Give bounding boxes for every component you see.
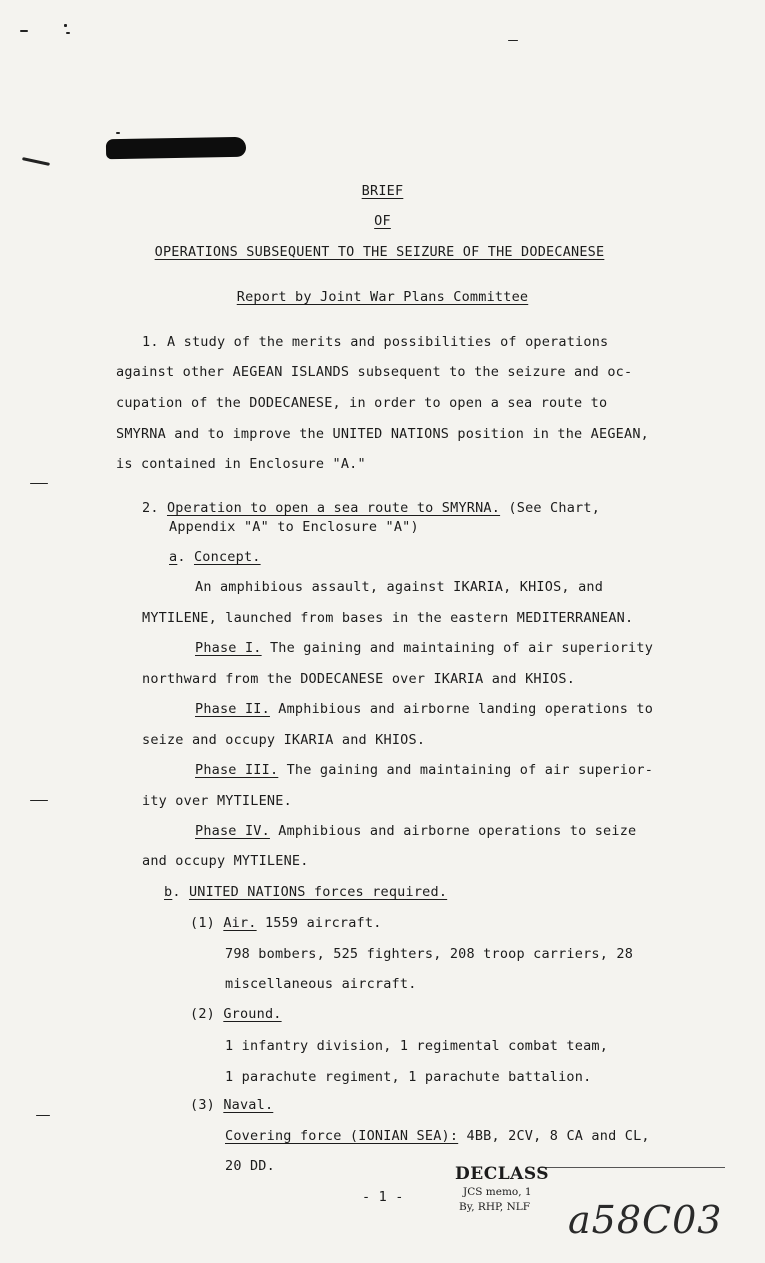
air-line1: 798 bombers, 525 fighters, 208 troop carriers, 28	[225, 946, 634, 962]
doc-title-operations: OPERATIONS SUBSEQUENT TO THE SEIZURE OF THE DODECANESE	[154, 244, 605, 260]
naval-line1	[225, 1128, 650, 1144]
air-value: 1559 aircraft.	[264, 915, 382, 931]
p2-line2: Appendix "A" to Enclosure "A")	[169, 519, 419, 535]
scan-mark	[20, 30, 28, 32]
concept-line1: An amphibious assault, against IKARIA, KHIOS, and	[195, 579, 604, 595]
scan-mark	[116, 132, 120, 134]
p1-line5: is contained in Enclosure "A."	[116, 456, 366, 472]
doc-title-brief: BRIEF	[361, 183, 404, 199]
page-number: - 1 -	[362, 1189, 404, 1205]
phase-3-text: The gaining and maintaining of air superior-	[286, 762, 654, 778]
air-number: (1)	[190, 915, 215, 931]
p1-line1: 1. A study of the merits and possibilities of operations	[142, 334, 609, 350]
phase-2-text: Amphibious and airborne landing operations to	[278, 701, 654, 717]
phase-4-line2: and occupy MYTILENE.	[142, 853, 309, 869]
forces-heading: UNITED NATIONS forces required.	[188, 884, 448, 900]
ground-label: Ground.	[223, 1006, 282, 1022]
phase-2-line1	[195, 701, 653, 717]
ground-number: (2)	[190, 1006, 215, 1022]
concept-letter: a	[169, 549, 178, 565]
phase-3-label: Phase III.	[195, 762, 279, 778]
phase-4-label: Phase IV.	[195, 823, 270, 839]
naval-heading-line	[190, 1097, 273, 1113]
p2-number: 2.	[142, 500, 159, 516]
scan-mark	[508, 40, 518, 41]
scan-mark	[30, 800, 48, 801]
scan-mark	[66, 32, 70, 34]
concept-heading-line: a. Concept.	[169, 549, 261, 565]
declass-stamp-line2: By, RHP, NLF	[459, 1201, 531, 1213]
scan-mark	[22, 157, 50, 166]
scan-mark	[36, 1115, 50, 1116]
scan-mark	[30, 483, 48, 484]
phase-1-label: Phase I.	[195, 640, 262, 656]
ground-line2: 1 parachute regiment, 1 parachute battalion.	[225, 1069, 592, 1085]
p2-note: (See Chart,	[508, 500, 601, 516]
phase-1-text: The gaining and maintaining of air superiority	[269, 640, 654, 656]
p2-heading: Operation to open a sea route to SMYRNA.	[166, 500, 501, 516]
doc-subtitle: Report by Joint War Plans Committee	[236, 289, 529, 305]
p2-line1	[142, 500, 600, 516]
phase-4-line1	[195, 823, 636, 839]
declass-stamp-line1: JCS memo, 1	[463, 1186, 532, 1198]
ground-line1: 1 infantry division, 1 regimental combat team,	[225, 1038, 609, 1054]
phase-4-text: Amphibious and airborne operations to seize	[278, 823, 637, 839]
doc-title-line3	[0, 244, 762, 260]
phase-3-line2: ity over MYTILENE.	[142, 793, 292, 809]
p1-line2: against other AEGEAN ISLANDS subsequent to the seizure and oc-	[116, 364, 633, 380]
phase-1-line1	[195, 640, 653, 656]
forces-letter: b	[164, 884, 173, 900]
forces-heading-line: b. UNITED NATIONS forces required.	[164, 884, 448, 900]
naval-value: 4BB, 2CV, 8 CA and CL,	[466, 1128, 650, 1144]
phase-2-line2: seize and occupy IKARIA and KHIOS.	[142, 732, 426, 748]
doc-title-of: OF	[374, 213, 391, 229]
air-label: Air.	[223, 915, 257, 931]
naval-line2: 20 DD.	[225, 1158, 275, 1174]
p1-line4: SMYRNA and to improve the UNITED NATIONS position in the AEGEAN,	[116, 426, 649, 442]
air-line2: miscellaneous aircraft.	[225, 976, 417, 992]
declass-stamp-title: DECLASS	[455, 1164, 550, 1184]
scan-mark	[64, 24, 67, 27]
naval-label: Naval.	[223, 1097, 274, 1113]
naval-sublabel: Covering force (IONIAN SEA):	[225, 1128, 459, 1144]
phase-1-line2: northward from the DODECANESE over IKARIA and KHIOS.	[142, 671, 576, 687]
concept-heading: Concept.	[193, 549, 261, 565]
doc-title-line2	[0, 213, 765, 229]
phase-2-label: Phase II.	[195, 701, 270, 717]
doc-title-line1	[0, 183, 765, 199]
handwritten-document-number: a58C03	[568, 1198, 723, 1242]
p1-line3: cupation of the DODECANESE, in order to open a sea route to	[116, 395, 608, 411]
naval-number: (3)	[190, 1097, 215, 1113]
ground-heading-line	[190, 1006, 282, 1022]
doc-subtitle-line	[0, 289, 765, 305]
phase-3-line1	[195, 762, 653, 778]
concept-line2: MYTILENE, launched from bases in the eastern MEDITERRANEAN.	[142, 610, 634, 626]
stamp-rule	[540, 1167, 725, 1168]
redaction-bar	[106, 137, 246, 159]
air-heading-line	[190, 915, 382, 931]
